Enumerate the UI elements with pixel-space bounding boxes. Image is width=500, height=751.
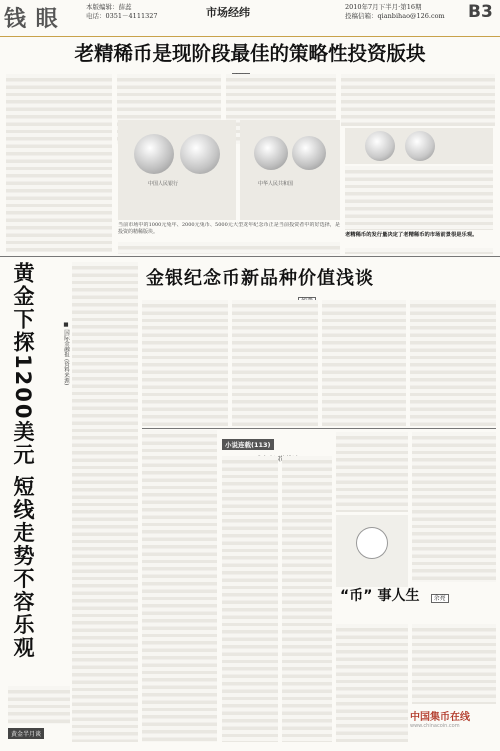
article1-column-5: [345, 248, 493, 254]
issue-email: 投稿信箱：qianbihao@126.com: [345, 12, 445, 20]
editor-info: [86, 3, 158, 21]
article3-column-0: [8, 686, 70, 724]
watermark: [410, 708, 500, 729]
issue-info: [345, 3, 445, 21]
article4-column-4: [412, 432, 496, 582]
article3-source: ■ 国际金融报 (资料来源): [63, 322, 69, 386]
illustration: [336, 515, 408, 587]
coin-small-2: [292, 136, 326, 170]
article1-column-4: [345, 166, 493, 230]
coin-small-1: [254, 136, 288, 170]
page-number: B3: [468, 2, 493, 22]
article2-column-4: [410, 300, 496, 426]
coin-obverse: [134, 134, 174, 174]
coin-photo-left: [118, 120, 236, 220]
coin-label-left: 中国人民银行: [148, 181, 179, 187]
article3-headline-box: [8, 262, 60, 682]
coin-reverse: [180, 134, 220, 174]
section-divider: [0, 256, 500, 257]
article5-column-1: [336, 624, 408, 742]
watermark-text: 中国集币在线: [410, 712, 470, 723]
article4-column-1: [222, 456, 278, 742]
coin-photo-3: [345, 128, 493, 164]
illustration-head-icon: [356, 527, 388, 559]
article5-headline-box: [340, 585, 496, 621]
section-title: 市场经纬: [206, 6, 250, 19]
editor-name: 本版编辑：薛蕊: [86, 3, 132, 11]
article3-headline: 黄金下探1200美元 短线走势不容乐观: [11, 262, 35, 660]
newspaper-logo: 钱 眼: [4, 7, 59, 32]
coin-photo-right: [240, 120, 340, 220]
divider-2: [142, 428, 496, 429]
article4-column-2: [282, 456, 332, 742]
article1-column-bottom: [118, 242, 340, 254]
coin-pair-2: [405, 131, 435, 161]
article3-column-1: [72, 262, 138, 742]
article2-column-1: [142, 300, 228, 426]
coin-caption: 当前市场中的1000元兔年、2000元兔币、5000元大型龙年纪念币正是当前投资者中的好选择，是投资的精稀版块。: [118, 222, 340, 236]
article4-column-3: [336, 432, 408, 512]
article5-headline-right: 事人生: [377, 588, 420, 604]
coin-pair-1: [365, 131, 395, 161]
article2-column-3: [322, 300, 406, 426]
article2-column-2: [232, 300, 318, 426]
article3-column-2: [142, 430, 217, 742]
issue-date: 2010年7月下半月·第16期: [345, 3, 422, 11]
article1-column-1: [6, 74, 112, 252]
article3-footer-tag: 黄金半月谈: [8, 728, 44, 739]
article1-column-3: [341, 74, 495, 126]
article2-headline: 金银纪念币新品种价值浅谈: [146, 268, 374, 289]
article2-headline-box: [146, 264, 496, 292]
editor-phone: 电话：0351－4111327: [86, 12, 158, 20]
article5-headline-left: “币”: [340, 588, 373, 604]
watermark-url: www.chinacoin.com: [410, 723, 460, 729]
coin-label-right: 中华人民共和国: [258, 181, 294, 187]
article5-column-2: [412, 624, 496, 704]
article1-headline: 老精稀币是现阶段最佳的策略性投资版块: [74, 42, 426, 65]
article5-author: 余亮: [431, 594, 449, 603]
article4-title: 小说连载(113): [222, 439, 274, 450]
article1-bold-note: 老精稀币的发行量决定了老精稀币的市场前景很是乐观。: [345, 232, 478, 238]
